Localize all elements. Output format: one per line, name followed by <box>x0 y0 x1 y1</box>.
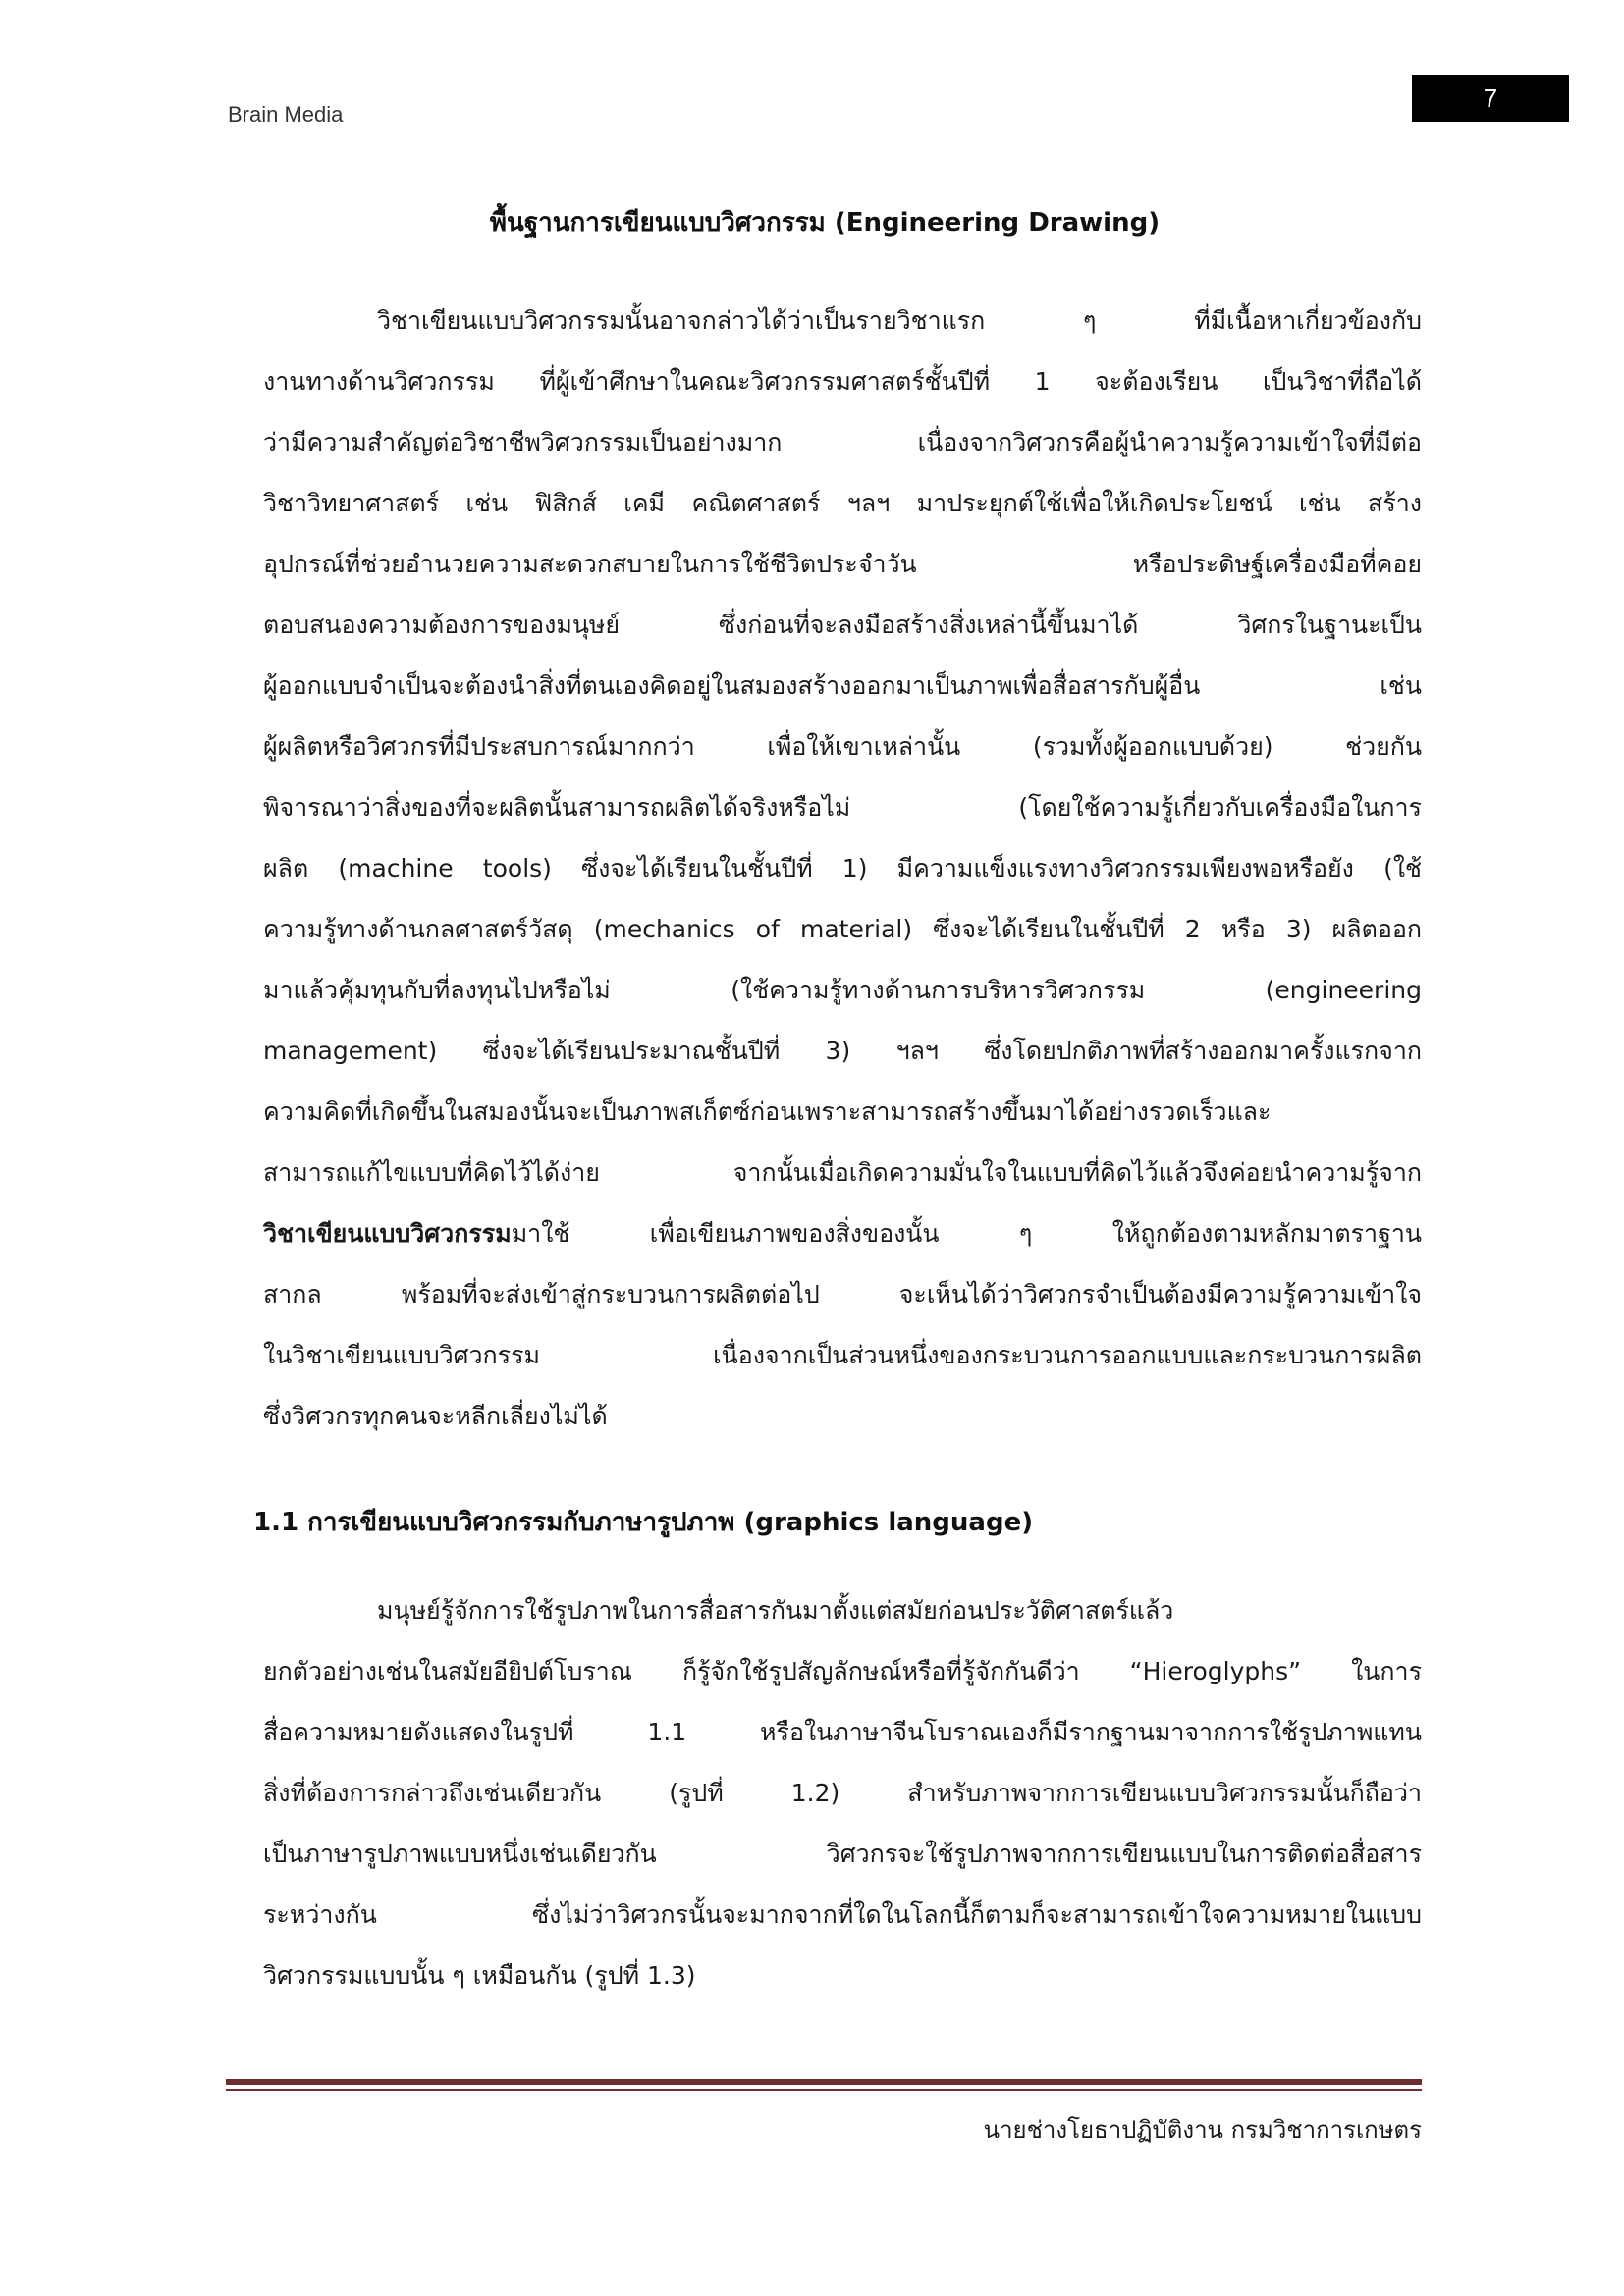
text-segment: มาใช้ เพื่อเขียนภาพของสิ่งของนั้น ๆ ให้ถูกต้องตามหลักมาตราฐาน <box>511 1219 1422 1248</box>
text-line: มนุษย์รู้จักการใช้รูปภาพในการสื่อสารกันมาตั้งแต่สมัยก่อนประวัติศาสตร์แล้ว <box>377 1596 1174 1625</box>
text-line: ผลิต (machine tools) ซึ่งจะได้เรียนในชั้นปีที่ 1) มีความแข็งแรงทางวิศวกรรมเพียงพอหรือยัง (ใช้ <box>263 854 1422 882</box>
section-heading: 1.1 การเขียนแบบวิศวกรรมกับภาษารูปภาพ (graphics language) <box>253 1508 1034 1537</box>
page-title: พื้นฐานการเขียนแบบวิศวกรรม (Engineering Drawing) <box>489 208 1161 238</box>
intro-paragraph <box>263 291 1422 1447</box>
header-brand: Brain Media <box>228 102 344 127</box>
text-line: ความคิดที่เกิดขึ้นในสมองนั้นจะเป็นภาพสเก็ตซ์ก่อนเพราะสามารถสร้างขึ้นมาได้อย่างรวดเร็วและ <box>263 1097 1272 1126</box>
text-line: อุปกรณ์ที่ช่วยอำนวยความสะดวกสบายในการใช้ชีวิตประจำวัน หรือประดิษฐ์เครื่องมือที่คอย <box>263 550 1422 578</box>
text-line: ผู้ออกแบบจำเป็นจะต้องนำสิ่งที่ตนเองคิดอยู่ในสมองสร้างออกมาเป็นภาพเพื่อสื่อสารกับผู้อื่น เช่น <box>263 671 1422 700</box>
text-line: สากล พร้อมที่จะส่งเข้าสู่กระบวนการผลิตต่อไป จะเห็นได้ว่าวิศวกรจำเป็นต้องมีความรู้ความเข้าใจ <box>263 1280 1422 1308</box>
text-line: ตอบสนองความต้องการของมนุษย์ ซึ่งก่อนที่จะลงมือสร้างสิ่งเหล่านี้ขึ้นมาได้ วิศกรในฐานะเป็น <box>263 611 1422 639</box>
text-line: ยกตัวอย่างเช่นในสมัยอียิปต์โบราณ ก็รู้จักใช้รูปสัญลักษณ์หรือที่รู้จักกันดีว่า “Hieroglyphs” ในการ <box>263 1657 1422 1685</box>
section-paragraph <box>263 1580 1422 2006</box>
text-line: พิจารณาว่าสิ่งของที่จะผลิตนั้นสามารถผลิตได้จริงหรือไม่ (โดยใช้ความรู้เกี่ยวกับเครื่องมือในการ <box>263 793 1422 822</box>
page-number: 7 <box>1412 75 1569 122</box>
text-line: งานทางด้านวิศวกรรม ที่ผู้เข้าศึกษาในคณะวิศวกรรมศาสตร์ชั้นปีที่ 1 จะต้องเรียน เป็นวิชาที่ถือได้ <box>263 367 1422 396</box>
text-line: ผู้ผลิตหรือวิศวกรที่มีประสบการณ์มากกว่า เพื่อให้เขาเหล่านั้น (รวมทั้งผู้ออกแบบด้วย) ช่วยกัน <box>263 732 1422 761</box>
text-line: ระหว่างกัน ซึ่งไม่ว่าวิศวกรนั้นจะมากจากที่ใดในโลกนี้ก็ตามก็จะสามารถเข้าใจความหมายในแบบ <box>263 1900 1422 1929</box>
text-line: วิชาวิทยาศาสตร์ เช่น ฟิสิกส์ เคมี คณิตศาสตร์ ฯลฯ มาประยุกต์ใช้เพื่อให้เกิดประโยชน์ เช่น สร้าง <box>263 489 1422 517</box>
footer-text: นายช่างโยธาปฏิบัติงาน กรมวิชาการเกษตร <box>983 2116 1422 2144</box>
text-line-with-bold <box>263 1203 1422 1264</box>
text-line: วิศวกรรมแบบนั้น ๆ เหมือนกัน (รูปที่ 1.3) <box>263 1961 696 1990</box>
text-line: ซึ่งวิศวกรทุกคนจะหลีกเลี่ยงไม่ได้ <box>263 1402 608 1430</box>
text-line: สื่อความหมายดังแสดงในรูปที่ 1.1 หรือในภาษาจีนโบราณเองก็มีรากฐานมาจากการใช้รูปภาพแทน <box>263 1718 1422 1746</box>
footer-rule <box>226 2079 1422 2085</box>
bold-phrase: วิชาเขียนแบบวิศวกรรม <box>263 1219 512 1248</box>
text-line: ความรู้ทางด้านกลศาสตร์วัสดุ (mechanics of material) ซึ่งจะได้เรียนในชั้นปีที่ 2 หรือ 3) ผลิตออก <box>263 915 1422 943</box>
text-line: สามารถแก้ไขแบบที่คิดไว้ได้ง่าย จากนั้นเมื่อเกิดความมั่นใจในแบบที่คิดไว้แล้วจึงค่อยนำความรู้จาก <box>263 1158 1422 1187</box>
text-line: มาแล้วคุ้มทุนกับที่ลงทุนไปหรือไม่ (ใช้ความรู้ทางด้านการบริหารวิศวกรรม (engineering <box>263 976 1422 1004</box>
text-line: วิชาเขียนแบบวิศวกรรมนั้นอาจกล่าวได้ว่าเป็นรายวิชาแรก ๆ ที่มีเนื้อหาเกี่ยวข้องกับ <box>377 306 1422 335</box>
text-line: management) ซึ่งจะได้เรียนประมาณชั้นปีที่ 3) ฯลฯ ซึ่งโดยปกติภาพที่สร้างออกมาครั้งแรกจาก <box>263 1037 1422 1065</box>
footer-rule-thin <box>226 2089 1422 2091</box>
text-line: ในวิชาเขียนแบบวิศวกรรม เนื่องจากเป็นส่วนหนึ่งของกระบวนการออกแบบและกระบวนการผลิต <box>263 1341 1422 1369</box>
text-line: สิ่งที่ต้องการกล่าวถึงเช่นเดียวกัน (รูปที่ 1.2) สำหรับภาพจากการเขียนแบบวิศวกรรมนั้นก็ถือว่า <box>263 1779 1422 1807</box>
text-line: ว่ามีความสำคัญต่อวิชาชีพวิศวกรรมเป็นอย่างมาก เนื่องจากวิศวกรคือผู้นำความรู้ความเข้าใจที่มีต่อ <box>263 428 1422 456</box>
text-line: เป็นภาษารูปภาพแบบหนึ่งเช่นเดียวกัน วิศวกรจะใช้รูปภาพจากการเขียนแบบในการติดต่อสื่อสาร <box>263 1840 1422 1868</box>
